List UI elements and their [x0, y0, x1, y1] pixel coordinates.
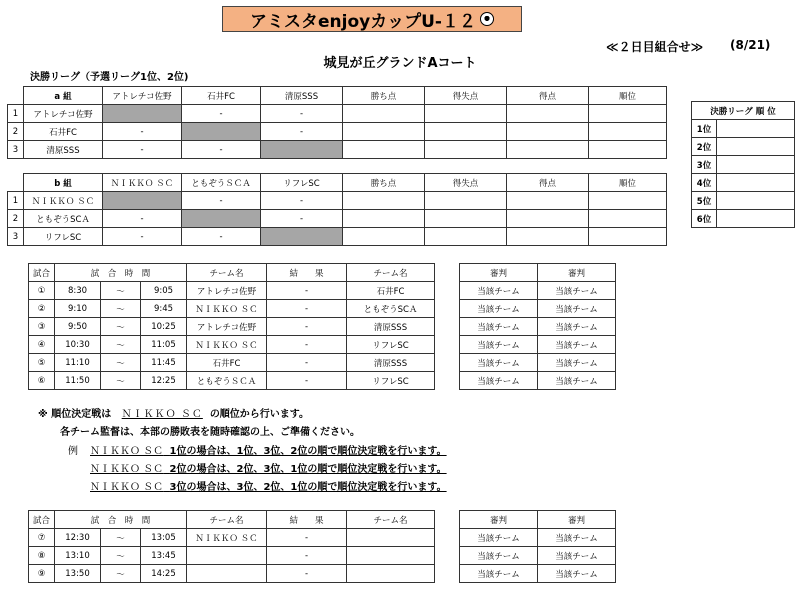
referee-table-2 [459, 510, 616, 583]
table-row [29, 336, 435, 354]
team-name: リフレSC [24, 228, 103, 246]
example-team: ＮＩＫＫＯ ＳＣ [90, 482, 164, 493]
column-header: 得点 [507, 174, 589, 192]
team-name: アトレチコ佐野 [24, 105, 103, 123]
column-header: 順位 [589, 174, 667, 192]
time-header: 試 合 時 間 [55, 264, 187, 282]
column-header: ＮＩＫＫＯ ＳＣ [103, 174, 182, 192]
league-label: 決勝リーグ（予選リーグ1位、2位) [30, 72, 189, 83]
referee-cell: 当該チーム [460, 529, 538, 547]
points-cell [343, 192, 425, 210]
start-time: 9:10 [55, 300, 101, 318]
home-team: ＮＩＫＫＯ ＳＣ [187, 300, 267, 318]
row-number: 3 [8, 141, 24, 159]
team-name: 石井FC [24, 123, 103, 141]
match-result: - [267, 300, 347, 318]
time-separator: 〜 [101, 372, 141, 390]
away-team [347, 565, 435, 583]
home-team [187, 547, 267, 565]
match-number: ⑤ [29, 354, 55, 372]
self-cell [182, 210, 261, 228]
rank-cell [589, 123, 667, 141]
column-header: 清原SSS [261, 87, 343, 105]
table-row [8, 141, 667, 159]
points-cell [343, 141, 425, 159]
away-team: 清原SSS [347, 354, 435, 372]
team-name: ＮＩＫＫＯ ＳＣ [24, 192, 103, 210]
example-line [90, 478, 447, 493]
home-team: ＮＩＫＫＯ ＳＣ [187, 529, 267, 547]
column-header: アトレチコ佐野 [103, 87, 182, 105]
referee-cell: 当該チーム [538, 336, 616, 354]
table-row [29, 565, 435, 583]
note-line-1 [38, 405, 309, 420]
rank-team-cell [717, 174, 795, 192]
end-time: 9:05 [141, 282, 187, 300]
away-team: 石井FC [347, 282, 435, 300]
example-team: ＮＩＫＫＯ ＳＣ [90, 446, 164, 457]
example-text: 3位の場合は、3位、2位、1位の順で順位決定戦を行います。 [169, 482, 447, 493]
team-header: チーム名 [347, 511, 435, 529]
time-separator: 〜 [101, 565, 141, 583]
rank-label: 4位 [692, 174, 717, 192]
table-row [29, 282, 435, 300]
table-header-row [8, 87, 667, 105]
referee-cell: 当該チーム [538, 565, 616, 583]
table-header-row [8, 174, 667, 192]
match-result: - [267, 372, 347, 390]
self-cell [103, 105, 182, 123]
row-number: 1 [8, 105, 24, 123]
end-time: 11:45 [141, 354, 187, 372]
result-cell: - [103, 210, 182, 228]
result-cell: - [103, 123, 182, 141]
home-team: アトレチコ佐野 [187, 282, 267, 300]
goal-diff-cell [425, 210, 507, 228]
table-row [8, 123, 667, 141]
column-header: 勝ち点 [343, 174, 425, 192]
final-rank-table [691, 101, 795, 228]
away-team: リフレSC [347, 372, 435, 390]
soccer-ball-icon [480, 12, 494, 26]
self-cell [182, 123, 261, 141]
goals-cell [507, 210, 589, 228]
column-header: 得失点 [425, 87, 507, 105]
column-header: 石井FC [182, 87, 261, 105]
result-cell: - [103, 141, 182, 159]
table-row [8, 105, 667, 123]
referee-cell: 当該チーム [460, 282, 538, 300]
referee-cell: 当該チーム [538, 300, 616, 318]
table-row [29, 529, 435, 547]
team-header: チーム名 [347, 264, 435, 282]
home-team: 石井FC [187, 354, 267, 372]
rank-label: 3位 [692, 156, 717, 174]
start-time: 8:30 [55, 282, 101, 300]
home-team [187, 565, 267, 583]
match-result: - [267, 318, 347, 336]
group-name: b 組 [24, 174, 103, 192]
result-cell: - [103, 228, 182, 246]
points-cell [343, 105, 425, 123]
schedule-table-2 [28, 510, 435, 583]
result-cell: - [261, 210, 343, 228]
example-label: 例 [68, 446, 78, 457]
table-header-row [29, 511, 435, 529]
goals-cell [507, 192, 589, 210]
date-label: (8/21) [730, 38, 771, 52]
goal-diff-cell [425, 141, 507, 159]
points-cell [343, 123, 425, 141]
row-number: 2 [8, 123, 24, 141]
time-separator: 〜 [101, 300, 141, 318]
match-header: 試合 [29, 511, 55, 529]
column-header: 得点 [507, 87, 589, 105]
rank-cell [589, 105, 667, 123]
goals-cell [507, 228, 589, 246]
rank-cell [589, 228, 667, 246]
referee-header: 審判 [460, 264, 538, 282]
away-team: 清原SSS [347, 318, 435, 336]
group-name: a 組 [24, 87, 103, 105]
referee-header: 審判 [538, 264, 616, 282]
end-time: 9:45 [141, 300, 187, 318]
title-text: アミスタenjoyカップU-１２ [250, 11, 476, 32]
self-cell [103, 192, 182, 210]
table-row [29, 354, 435, 372]
points-cell [343, 228, 425, 246]
result-cell: - [182, 228, 261, 246]
end-time: 11:05 [141, 336, 187, 354]
match-number: ⑧ [29, 547, 55, 565]
start-time: 11:50 [55, 372, 101, 390]
referee-cell: 当該チーム [460, 300, 538, 318]
referee-cell: 当該チーム [460, 336, 538, 354]
page-title [222, 6, 522, 32]
match-header: 試合 [29, 264, 55, 282]
table-header-row [29, 264, 435, 282]
start-time: 9:50 [55, 318, 101, 336]
time-separator: 〜 [101, 529, 141, 547]
time-separator: 〜 [101, 547, 141, 565]
team-header: チーム名 [187, 511, 267, 529]
rank-team-cell [717, 120, 795, 138]
away-team: リフレSC [347, 336, 435, 354]
referee-cell: 当該チーム [460, 372, 538, 390]
match-number: ⑦ [29, 529, 55, 547]
home-team: ＮＩＫＫＯ ＳＣ [187, 336, 267, 354]
rank-cell [589, 141, 667, 159]
match-number: ③ [29, 318, 55, 336]
away-team: ともぞうSCＡ [347, 300, 435, 318]
table-row [29, 318, 435, 336]
referee-cell: 当該チーム [460, 565, 538, 583]
start-time: 10:30 [55, 336, 101, 354]
time-separator: 〜 [101, 318, 141, 336]
end-time: 12:25 [141, 372, 187, 390]
note-text: の順位から行います。 [209, 409, 310, 420]
match-number: ① [29, 282, 55, 300]
result-cell: - [182, 105, 261, 123]
match-number: ④ [29, 336, 55, 354]
result-cell: - [261, 123, 343, 141]
match-result: - [267, 336, 347, 354]
note-team: ＮＩＫＫＯ ＳＣ [121, 409, 203, 420]
team-name: ともぞうSCＡ [24, 210, 103, 228]
row-number: 3 [8, 228, 24, 246]
match-result: - [267, 354, 347, 372]
self-cell [261, 141, 343, 159]
table-row [29, 547, 435, 565]
match-number: ② [29, 300, 55, 318]
result-cell: - [261, 105, 343, 123]
rank-label: 1位 [692, 120, 717, 138]
referee-cell: 当該チーム [460, 354, 538, 372]
time-separator: 〜 [101, 282, 141, 300]
start-time: 13:50 [55, 565, 101, 583]
home-team: アトレチコ佐野 [187, 318, 267, 336]
home-team: ともぞうＳＣＡ [187, 372, 267, 390]
group-a-table [7, 86, 667, 159]
example-team: ＮＩＫＫＯ ＳＣ [90, 464, 164, 475]
match-result: - [267, 529, 347, 547]
column-header: 得失点 [425, 174, 507, 192]
goal-diff-cell [425, 123, 507, 141]
rank-label: 6位 [692, 210, 717, 228]
group-b-table [7, 173, 667, 246]
table-row [8, 228, 667, 246]
match-number: ⑥ [29, 372, 55, 390]
goals-cell [507, 141, 589, 159]
points-cell [343, 210, 425, 228]
referee-table-1 [459, 263, 616, 390]
referee-cell: 当該チーム [460, 547, 538, 565]
day-label: ≪２日目組合せ≫ [606, 40, 704, 54]
result-cell: - [261, 192, 343, 210]
rank-team-cell [717, 210, 795, 228]
table-row [29, 372, 435, 390]
match-result: - [267, 565, 347, 583]
note-text: ※ 順位決定戦は [38, 409, 112, 420]
end-time: 13:45 [141, 547, 187, 565]
rank-cell [589, 210, 667, 228]
referee-cell: 当該チーム [538, 318, 616, 336]
referee-cell: 当該チーム [538, 282, 616, 300]
table-row [29, 300, 435, 318]
goal-diff-cell [425, 192, 507, 210]
rank-cell [589, 192, 667, 210]
note-line-2: 各チーム監督は、本部の勝敗表を随時確認の上、ご準備ください。 [60, 427, 360, 438]
referee-header: 審判 [538, 511, 616, 529]
team-header: チーム名 [187, 264, 267, 282]
schedule-table-1 [28, 263, 435, 390]
referee-cell: 当該チーム [538, 372, 616, 390]
rank-label: 5位 [692, 192, 717, 210]
row-number: 2 [8, 210, 24, 228]
goal-diff-cell [425, 105, 507, 123]
end-time: 14:25 [141, 565, 187, 583]
time-separator: 〜 [101, 336, 141, 354]
example-line [90, 442, 447, 457]
example-text: 1位の場合は、1位、3位、2位の順で順位決定戦を行います。 [169, 446, 447, 457]
time-header: 試 合 時 間 [55, 511, 187, 529]
rank-team-cell [717, 138, 795, 156]
rank-team-cell [717, 156, 795, 174]
referee-cell: 当該チーム [460, 318, 538, 336]
column-header: 順位 [589, 87, 667, 105]
goals-cell [507, 123, 589, 141]
table-row [8, 192, 667, 210]
referee-header: 審判 [460, 511, 538, 529]
match-result: - [267, 547, 347, 565]
end-time: 10:25 [141, 318, 187, 336]
referee-cell: 当該チーム [538, 354, 616, 372]
example-line [90, 460, 447, 475]
column-header: リフレSC [261, 174, 343, 192]
start-time: 12:30 [55, 529, 101, 547]
self-cell [261, 228, 343, 246]
row-number: 1 [8, 192, 24, 210]
table-row [8, 210, 667, 228]
match-result: - [267, 282, 347, 300]
goal-diff-cell [425, 228, 507, 246]
match-number: ⑨ [29, 565, 55, 583]
away-team [347, 547, 435, 565]
time-separator: 〜 [101, 354, 141, 372]
team-name: 清原SSS [24, 141, 103, 159]
result-header: 結 果 [267, 264, 347, 282]
referee-cell: 当該チーム [538, 547, 616, 565]
rank-team-cell [717, 192, 795, 210]
end-time: 13:05 [141, 529, 187, 547]
start-time: 11:10 [55, 354, 101, 372]
column-header: 勝ち点 [343, 87, 425, 105]
final-rank-header: 決勝リーグ 順 位 [692, 102, 795, 120]
result-header: 結 果 [267, 511, 347, 529]
goals-cell [507, 105, 589, 123]
result-cell: - [182, 141, 261, 159]
start-time: 13:10 [55, 547, 101, 565]
referee-cell: 当該チーム [538, 529, 616, 547]
venue-title: 城見が丘グランドAコート [323, 56, 477, 71]
example-text: 2位の場合は、2位、3位、1位の順で順位決定戦を行います。 [169, 464, 447, 475]
away-team [347, 529, 435, 547]
result-cell: - [182, 192, 261, 210]
column-header: ともぞうＳＣＡ [182, 174, 261, 192]
rank-label: 2位 [692, 138, 717, 156]
